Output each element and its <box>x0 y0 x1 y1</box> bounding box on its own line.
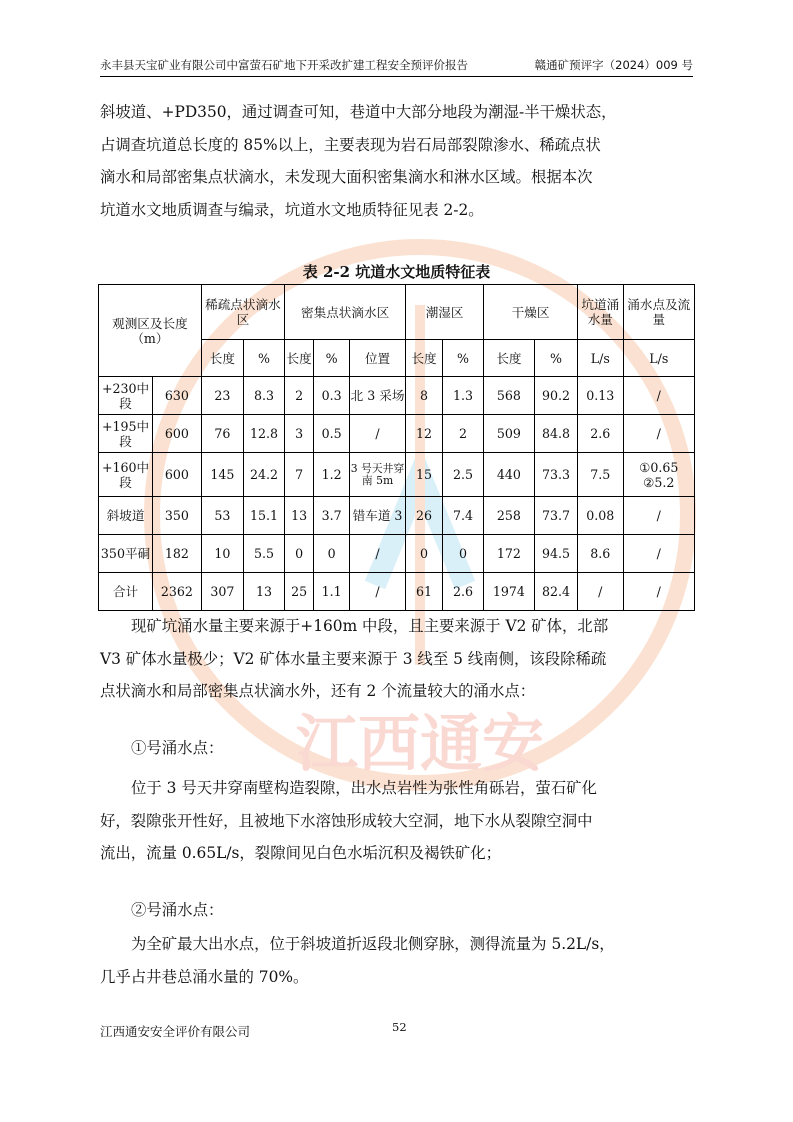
cell-area-name: +160中段 <box>99 453 153 497</box>
cell-length: 600 <box>153 453 202 497</box>
cell-sparse-length: 307 <box>201 573 243 611</box>
page-header <box>100 56 693 77</box>
page-number: 52 <box>392 1020 407 1034</box>
table-total-row <box>99 573 695 611</box>
cell-dense-length: 2 <box>285 377 314 415</box>
cell-area-name: +195中段 <box>99 415 153 453</box>
cell-dry-length: 1974 <box>484 573 535 611</box>
cell-dry-percent: 90.2 <box>534 377 577 415</box>
cell-dense-percent: 1.2 <box>314 453 350 497</box>
cell-length: 630 <box>153 377 202 415</box>
cell-sparse-length: 76 <box>201 415 243 453</box>
subheader-length: 长度 <box>201 340 243 377</box>
subheader-unit: L/s <box>578 340 623 377</box>
cell-inflow: 0.08 <box>578 497 623 535</box>
cell-sparse-length: 145 <box>201 453 243 497</box>
table-row <box>99 497 695 535</box>
cell-dense-position: / <box>349 535 405 573</box>
cell-wet-percent: 2.6 <box>442 573 483 611</box>
cell-dense-length: 25 <box>285 573 314 611</box>
cell-dense-percent: 3.7 <box>314 497 350 535</box>
hydrogeology-table <box>98 284 695 611</box>
subheader-position: 位置 <box>349 340 405 377</box>
cell-dense-length: 3 <box>285 415 314 453</box>
subheader-length: 长度 <box>406 340 443 377</box>
cell-sparse-percent: 8.3 <box>243 377 284 415</box>
table-row <box>99 535 695 573</box>
text-line: 斜坡道、+PD350，通过调查可知，巷道中大部分地段为潮湿-半干燥状态， <box>100 103 617 121</box>
document-number: 赣通矿预评字（2024）009 号 <box>534 58 693 72</box>
header-dense-drip: 密集点状滴水区 <box>285 285 406 340</box>
cell-dense-position: 错车道 3 <box>349 497 405 535</box>
spring-1-heading <box>100 732 695 765</box>
cell-inflow: 0.13 <box>578 377 623 415</box>
cell-dry-length: 509 <box>484 415 535 453</box>
cell-length: 600 <box>153 415 202 453</box>
cell-dry-percent: 94.5 <box>534 535 577 573</box>
cell-inflow: 7.5 <box>578 453 623 497</box>
cell-dense-position: 3 号天井穿南 5m <box>349 453 405 497</box>
cell-wet-percent: 7.4 <box>442 497 483 535</box>
cell-spring: / <box>623 573 694 611</box>
text-line: 滴水和局部密集点状滴水，未发现大面积密集滴水和淋水区域。根据本次 <box>100 168 593 186</box>
cell-dense-position: / <box>349 415 405 453</box>
spring-2-paragraph <box>100 928 695 993</box>
subheader-percent: % <box>534 340 577 377</box>
cell-dry-length: 568 <box>484 377 535 415</box>
cell-dense-percent: 0.3 <box>314 377 350 415</box>
subheader-percent: % <box>243 340 284 377</box>
cell-area-name: 350平硐 <box>99 535 153 573</box>
cell-sparse-percent: 13 <box>243 573 284 611</box>
cell-dense-position: 北 3 采场 <box>349 377 405 415</box>
table-row <box>99 415 695 453</box>
watermark-text: 江西通安 <box>295 707 545 780</box>
header-tunnel-inflow: 坑道涌水量 <box>578 285 623 340</box>
spring-2-heading <box>100 894 695 927</box>
cell-sparse-percent: 5.5 <box>243 535 284 573</box>
cell-dense-percent: 1.1 <box>314 573 350 611</box>
cell-area-name: 合计 <box>99 573 153 611</box>
header-area: 观测区及长度（m） <box>99 285 202 377</box>
cell-dense-percent: 0 <box>314 535 350 573</box>
cell-wet-percent: 2.5 <box>442 453 483 497</box>
cell-dry-percent: 73.7 <box>534 497 577 535</box>
cell-length: 182 <box>153 535 202 573</box>
cell-sparse-length: 23 <box>201 377 243 415</box>
cell-dense-length: 13 <box>285 497 314 535</box>
text-line: 点状滴水和局部密集点状滴水外，还有 2 个流量较大的涌水点： <box>100 682 536 700</box>
subheader-percent: % <box>442 340 483 377</box>
text-line: 现矿坑涌水量主要来源于+160m 中段，且主要来源于 V2 矿体，北部 <box>131 617 609 635</box>
cell-dense-length: 0 <box>285 535 314 573</box>
text-line: ②号涌水点： <box>131 901 224 919</box>
intro-paragraph <box>100 96 695 226</box>
cell-dense-percent: 0.5 <box>314 415 350 453</box>
cell-wet-length: 15 <box>406 453 443 497</box>
text-line: V3 矿体水量极少；V2 矿体水量主要来源于 3 线至 5 线南侧，该段除稀疏 <box>100 649 607 668</box>
table-header-row <box>99 285 695 340</box>
cell-wet-length: 26 <box>406 497 443 535</box>
cell-sparse-percent: 15.1 <box>243 497 284 535</box>
subheader-unit: L/s <box>623 340 694 377</box>
cell-dry-length: 172 <box>484 535 535 573</box>
cell-dry-percent: 73.3 <box>534 453 577 497</box>
header-wet: 潮湿区 <box>406 285 484 340</box>
text-line: 好，裂隙张开性好，且被地下水溶蚀形成较大空洞，地下水从裂隙空洞中 <box>100 811 593 830</box>
cell-dry-length: 258 <box>484 497 535 535</box>
cell-inflow: / <box>578 573 623 611</box>
report-title: 永丰县天宝矿业有限公司中富萤石矿地下开采改扩建工程安全预评价报告 <box>100 58 468 72</box>
subheader-length: 长度 <box>484 340 535 377</box>
cell-length: 350 <box>153 497 202 535</box>
header-spring: 涌水点及流量 <box>623 285 694 340</box>
cell-inflow: 2.6 <box>578 415 623 453</box>
cell-sparse-length: 10 <box>201 535 243 573</box>
spring-1-paragraph <box>100 772 695 870</box>
text-line: 为全矿最大出水点，位于斜坡道折返段北侧穿脉，测得流量为 5.2L/s， <box>131 935 615 953</box>
cell-dry-percent: 84.8 <box>534 415 577 453</box>
text-line: 占调查坑道总长度的 85%以上，主要表现为岩石局部裂隙渗水、稀疏点状 <box>100 135 601 154</box>
text-line: ①号涌水点： <box>131 739 224 757</box>
table-row <box>99 377 695 415</box>
subheader-percent: % <box>314 340 350 377</box>
cell-wet-percent: 0 <box>442 535 483 573</box>
cell-sparse-length: 53 <box>201 497 243 535</box>
text-line: 位于 3 号天井穿南壁构造裂隙，出水点岩性为张性角砾岩，萤石矿化 <box>131 779 597 797</box>
subheader-length: 长度 <box>285 340 314 377</box>
cell-length: 2362 <box>153 573 202 611</box>
cell-area-name: +230中段 <box>99 377 153 415</box>
text-line: 几乎占井巷总涌水量的 70%。 <box>100 967 309 986</box>
text-line: 坑道水文地质调查与编录，坑道水文地质特征见表 2-2。 <box>100 200 484 219</box>
text-line: 流出，流量 0.65L/s，裂隙间见白色水垢沉积及褐铁矿化； <box>100 844 502 862</box>
header-dry: 干燥区 <box>484 285 578 340</box>
cell-area-name: 斜坡道 <box>99 497 153 535</box>
cell-spring: / <box>623 535 694 573</box>
cell-spring: / <box>623 497 694 535</box>
header-sparse-drip: 稀疏点状滴水区 <box>201 285 284 340</box>
cell-sparse-percent: 12.8 <box>243 415 284 453</box>
table-row <box>99 453 695 497</box>
footer-company: 江西通安安全评价有限公司 <box>100 1024 251 1039</box>
inflow-source-paragraph <box>100 610 695 708</box>
table-caption: 表 2-2 坑道水文地质特征表 <box>302 263 491 281</box>
cell-wet-length: 61 <box>406 573 443 611</box>
cell-wet-percent: 2 <box>442 415 483 453</box>
cell-wet-length: 8 <box>406 377 443 415</box>
cell-spring: ①0.65 ②5.2 <box>623 453 694 497</box>
cell-spring: / <box>623 415 694 453</box>
cell-wet-percent: 1.3 <box>442 377 483 415</box>
cell-spring: / <box>623 377 694 415</box>
page-footer <box>100 1020 693 1042</box>
cell-dense-position: / <box>349 573 405 611</box>
cell-wet-length: 0 <box>406 535 443 573</box>
cell-dry-percent: 82.4 <box>534 573 577 611</box>
cell-sparse-percent: 24.2 <box>243 453 284 497</box>
cell-dry-length: 440 <box>484 453 535 497</box>
cell-wet-length: 12 <box>406 415 443 453</box>
cell-inflow: 8.6 <box>578 535 623 573</box>
cell-dense-length: 7 <box>285 453 314 497</box>
